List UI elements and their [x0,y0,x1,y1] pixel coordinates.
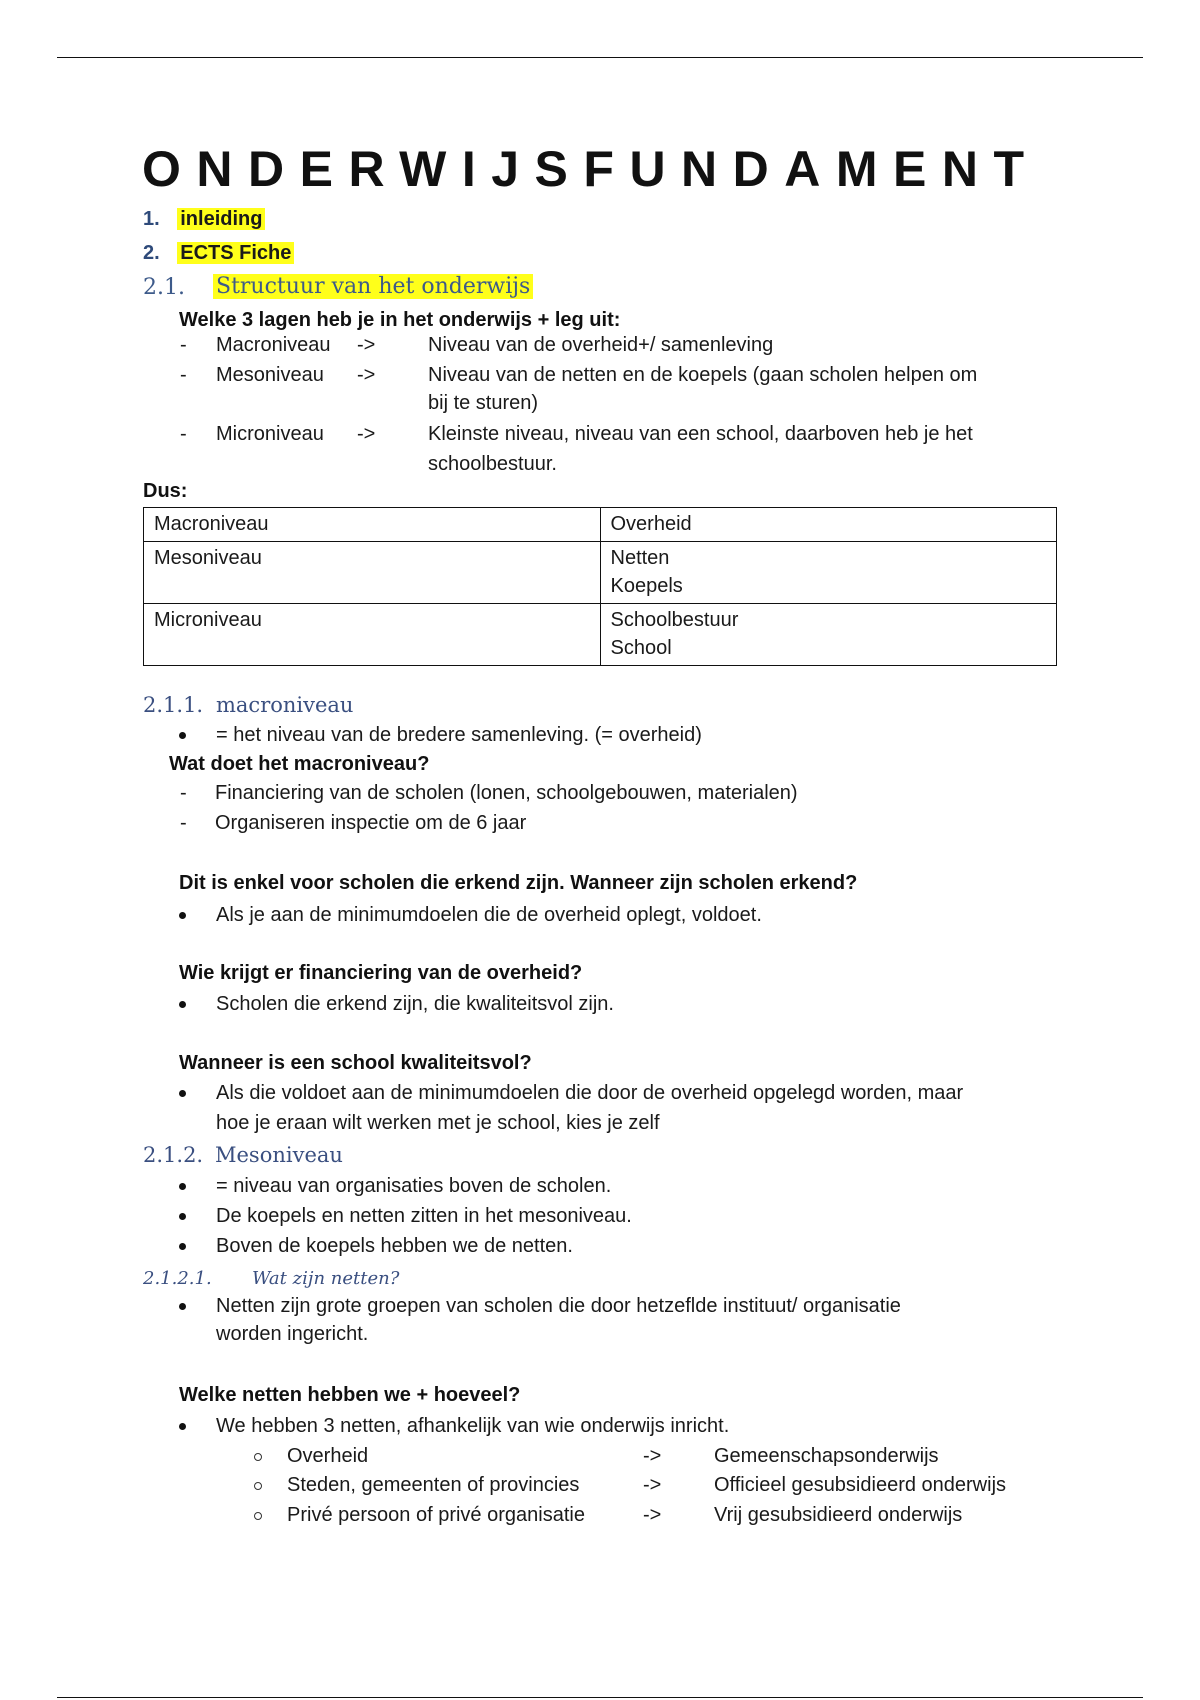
heading-number: 2.1.2. [143,1143,204,1167]
bullet-dot [179,1243,186,1250]
question-erkend: Dit is enkel voor scholen die erkend zijn. Wanneer zijn scholen erkend? [179,872,858,894]
niveau-table [143,507,1057,666]
heading-number: 2.1.1. [143,693,204,717]
heading-2-1 [143,274,531,300]
header-rule [57,57,1143,58]
question-macro: Wat doet het macroniveau? [169,753,430,775]
table-row [144,508,1057,542]
heading-number: 2.1.2.1. [143,1268,212,1289]
heading-label: Mesoniveau [215,1143,343,1167]
dash-marker: - [180,812,187,834]
heading-2-1-2-1 [143,1268,400,1289]
question-financiering: Wie krijgt er financiering van de overheid? [179,962,583,984]
document-page: ONDERWIJSFUNDAMENT 1. inleiding 2. ECTS Fiche 2.1. Structuur van het onderwijs Welke 3 lagen heb je in het onderwijs + leg uit: - Macroniveau -> Niveau van de overheid+/ samenleving - Mesoniveau -> Niveau van de netten en de koepels (gaan scholen helpen om bij te sturen) - Microniveau -> Kleinste niveau, niveau van een school, daarboven heb je het schoolbestuur. Dus: Macroniveau Overheid Mesoniveau Netten Koepels Microniveau Schoolbestuur School 2.1.1. macroniveau = het niveau van de bredere samenleving. (= overheid) Wat doet het macroniveau? - Financiering van de scholen (lonen, schoolgebouwen, materialen) - Organiseren inspectie om de 6 jaar Dit is enkel voor scholen die erkend zijn. Wanneer zijn scholen erkend? Als je aan de minimumdoelen die de overheid oplegt, voldoet. Wie krijgt er financiering van de overheid? Scholen die erkend zijn, die kwaliteitsvol zijn. Wanneer is een school kwaliteitsvol? Als die voldoet aan de minimumdoelen die door de overheid opgelegd worden, maar hoe je eraan wilt werken met je school, kies je zelf 2.1.2. Mesoniveau = niveau van organisaties boven de scholen. De koepels en netten zitten in het mesoniveau. Boven de koepels hebben we de netten. 2.1.2.1. Wat zijn netten? Netten zijn grote groepen van scholen die door hetzeflde instituut/ organisatie worden ingericht. Welke netten hebben we + hoeveel? We hebben 3 netten, afhankelijk van wie onderwijs inricht. Overheid -> Gemeenschapsonderwijs Steden, gemeenten of provincies -> Officieel gesubsidieerd onderwijs Privé persoon of privé organisatie -> Vrij gesubsidieerd onderwijs [0,0,1200,1700]
bullet-dot [179,1213,186,1220]
toc-label: ECTS Fiche [177,242,294,264]
circle-bullet-icon [254,1512,262,1520]
question-lagen: Welke 3 lagen heb je in het onderwijs + leg uit: [179,309,621,331]
lagen-term: Mesoniveau [216,364,324,386]
table-cell: Macroniveau [144,508,601,542]
circle-bullet-icon [254,1482,262,1490]
heading-2-1-2 [143,1143,343,1167]
toc-number: 2. [143,242,160,264]
dus-label: Dus: [143,480,188,502]
dash-marker: - [180,364,187,386]
table-cell: Overheid [600,508,1057,542]
circle-bullet-icon [254,1453,262,1461]
dash-marker: - [180,423,187,445]
heading-number: 2.1. [143,275,185,300]
bullet-dot [179,1303,186,1310]
lagen-term: Macroniveau [216,334,331,356]
table-row [144,542,1057,604]
question-netten: Welke netten hebben we + hoeveel? [179,1384,521,1406]
heading-2-1-1 [143,693,354,717]
table-row [144,604,1057,666]
lagen-term: Microniveau [216,423,324,445]
lagen-description: Kleinste niveau, niveau van een school, daarboven heb je het [428,423,973,445]
question-kwaliteit: Wanneer is een school kwaliteitsvol? [179,1052,532,1074]
bullet-item-cont: worden ingericht. [216,1323,369,1345]
heading-label: Structuur van het onderwijs [213,274,533,299]
lagen-description: Niveau van de overheid+/ samenleving [428,334,774,356]
dash-marker: - [180,782,187,804]
task-item: Organiseren inspectie om de 6 jaar [215,812,527,834]
arrow: -> [357,364,376,386]
footer-rule [57,1697,1143,1698]
bullet-dot [179,732,186,739]
toc-number: 1. [143,208,160,230]
bullet-dot [179,1001,186,1008]
bullet-dot [179,1090,186,1097]
lagen-description: Niveau van de netten en de koepels (gaan scholen helpen om [428,364,978,386]
toc-label: inleiding [177,208,265,230]
arrow: -> [357,423,376,445]
table-cell: Netten Koepels [600,542,1057,604]
toc-item-ects-fiche[interactable] [143,242,294,265]
lagen-description-cont: bij te sturen) [428,392,539,414]
table-cell: Mesoniveau [144,542,601,604]
lagen-description-cont: schoolbestuur. [428,453,557,475]
arrow: -> [357,334,376,356]
task-item: Financiering van de scholen (lonen, schoolgebouwen, materialen) [215,782,798,804]
table-cell: Microniveau [144,604,601,666]
table-cell: Schoolbestuur School [600,604,1057,666]
bullet-dot [179,1183,186,1190]
toc-item-inleiding[interactable] [143,208,265,231]
heading-label: Wat zijn netten? [252,1268,400,1289]
heading-label: macroniveau [216,693,354,717]
bullet-dot [179,912,186,919]
document-title: ONDERWIJSFUNDAMENT [142,141,1040,197]
bullet-dot [179,1423,186,1430]
dash-marker: - [180,334,187,356]
bullet-item-cont: hoe je eraan wilt werken met je school, kies je zelf [216,1112,660,1134]
